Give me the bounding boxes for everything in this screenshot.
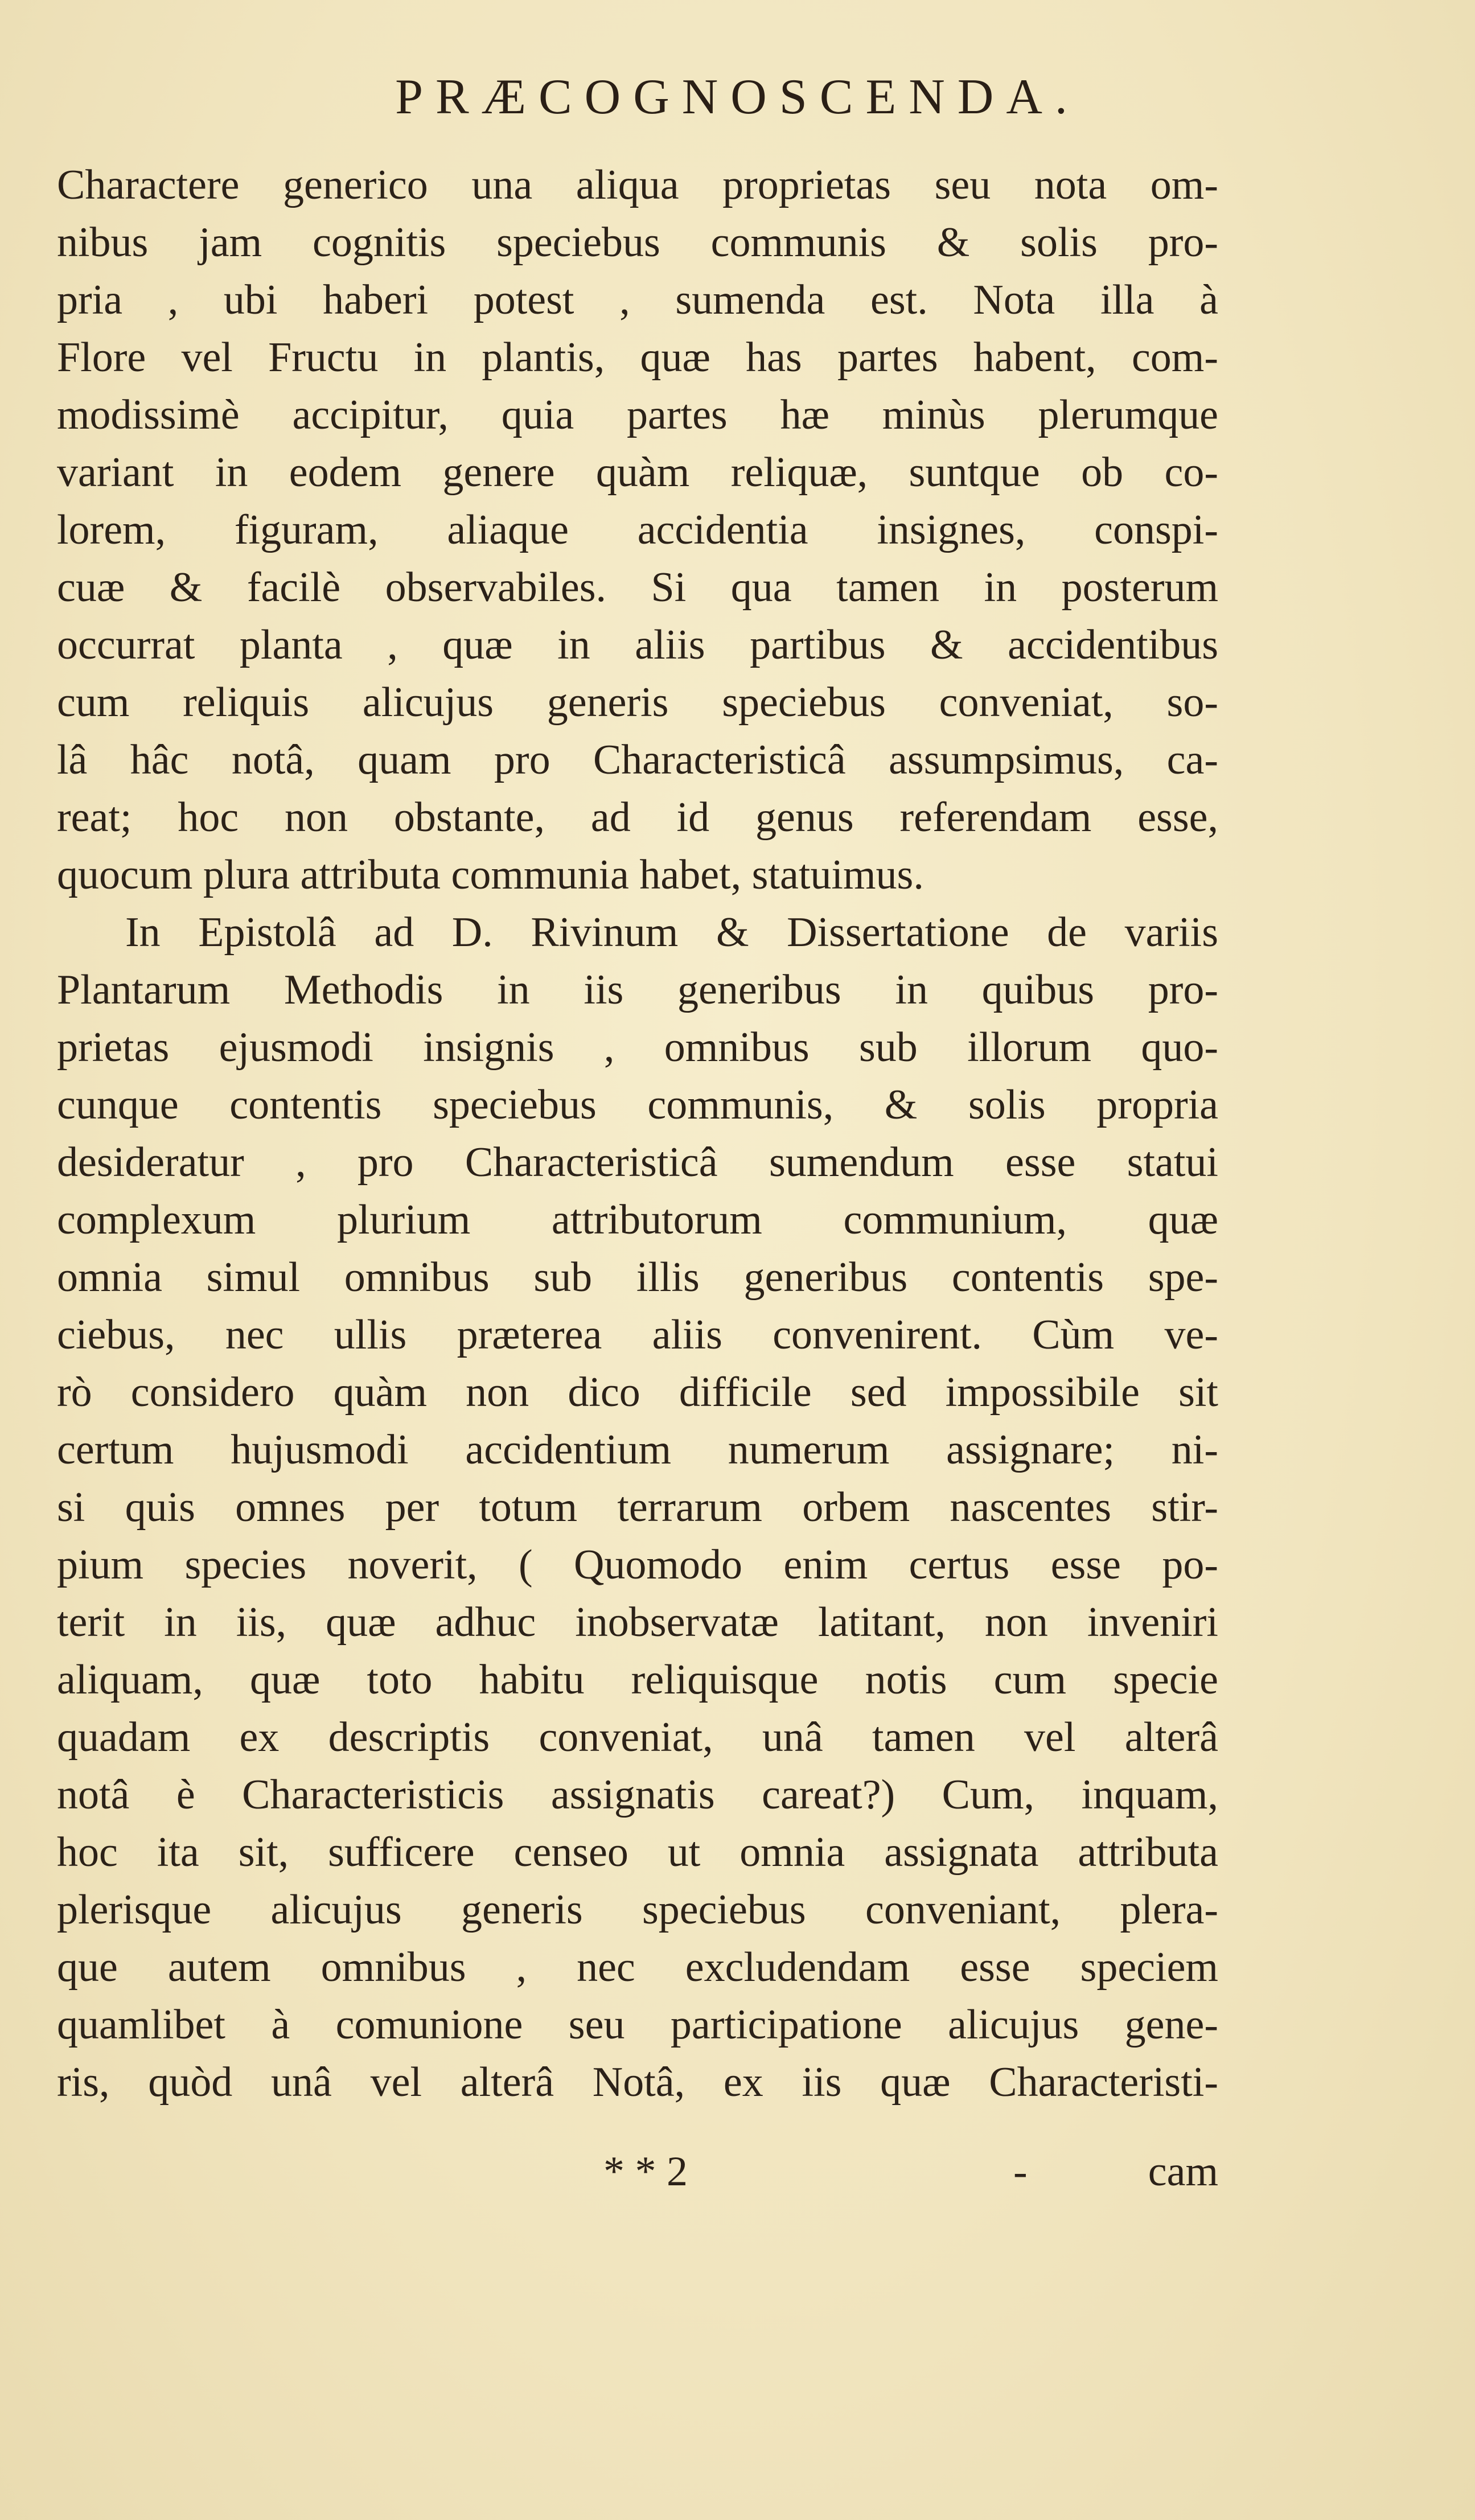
signature-mark: * * 2 [603, 2148, 688, 2195]
text-line: modissimè accipitur, quia partes hæ minùs plerumque [57, 392, 1218, 438]
text-line: nibus jam cognitis speciebus communis & solis pro- [57, 219, 1218, 266]
text-line: complexum plurium attributorum communium, quæ [57, 1197, 1218, 1243]
text-line: Flore vel Fructu in plantis, quæ has partes habent, com- [57, 334, 1218, 381]
text-line: variant in eodem genere quàm reliquæ, suntque ob co- [57, 449, 1218, 496]
text-line: certum hujusmodi accidentium numerum assignare; ni- [57, 1427, 1218, 1473]
running-header: PRÆCOGNOSCENDA. [395, 69, 1080, 125]
text-line: terit in iis, quæ adhuc inobservatæ latitant, non inveniri [57, 1599, 1218, 1646]
text-line: plerisque alicujus generis speciebus conveniant, plera- [57, 1886, 1218, 1933]
text-line: desideratur , pro Characteristicâ sumendum esse statui [57, 1139, 1218, 1186]
text-line: Plantarum Methodis in iis generibus in quibus pro- [57, 967, 1218, 1013]
text-line: rò considero quàm non dico difficile sed impossibile sit [57, 1369, 1218, 1416]
text-line: omnia simul omnibus sub illis generibus contentis spe- [57, 1254, 1218, 1301]
text-line: occurrat planta , quæ in aliis partibus & accidentibus [57, 622, 1218, 668]
text-line: cunque contentis speciebus communis, & solis propria [57, 1082, 1218, 1128]
page-footer [57, 2140, 1218, 2203]
text-line: pium species noverit, ( Quomodo enim certus esse po- [57, 1541, 1218, 1588]
text-line: Charactere generico una aliqua proprietas seu nota om- [57, 162, 1218, 208]
text-line: aliquam, quæ toto habitu reliquisque notis cum specie [57, 1656, 1218, 1703]
text-line: quamlibet à comunione seu participatione alicujus gene- [57, 2001, 1218, 2048]
text-line: reat; hoc non obstante, ad id genus referendam esse, [57, 794, 1218, 841]
catchword: cam [1148, 2148, 1218, 2195]
text-line: que autem omnibus , nec excludendam esse speciem [57, 1944, 1218, 1991]
text-line: In Epistolâ ad D. Rivinum & Dissertatione de variis [125, 909, 1218, 956]
text-line: si quis omnes per totum terrarum orbem nascentes stir- [57, 1484, 1218, 1531]
text-line: notâ è Characteristicis assignatis careat?) Cum, inquam, [57, 1771, 1218, 1818]
text-line: cum reliquis alicujus generis speciebus conveniat, so- [57, 679, 1218, 726]
text-line: prietas ejusmodi insignis , omnibus sub illorum quo- [57, 1024, 1218, 1071]
text-line: lorem, figuram, aliaque accidentia insignes, conspi- [57, 507, 1218, 553]
text-line: hoc ita sit, sufficere censeo ut omnia assignata attributa [57, 1829, 1218, 1876]
text-line: quadam ex descriptis conveniat, unâ tamen vel alterâ [57, 1714, 1218, 1761]
text-line: cuæ & facilè observabiles. Si qua tamen in posterum [57, 564, 1218, 611]
text-line: quocum plura attributa communia habet, statuimus. [57, 852, 924, 898]
footer-dash: - [1013, 2148, 1028, 2195]
text-line: ciebus, nec ullis præterea aliis convenirent. Cùm ve- [57, 1312, 1218, 1358]
text-line: lâ hâc notâ, quam pro Characteristicâ assumpsimus, ca- [57, 737, 1218, 783]
body-text [57, 157, 1218, 2111]
text-line: pria , ubi haberi potest , sumenda est. Nota illa à [57, 277, 1218, 323]
text-line: ris, quòd unâ vel alterâ Notâ, ex iis quæ Characteristi- [57, 2059, 1218, 2106]
